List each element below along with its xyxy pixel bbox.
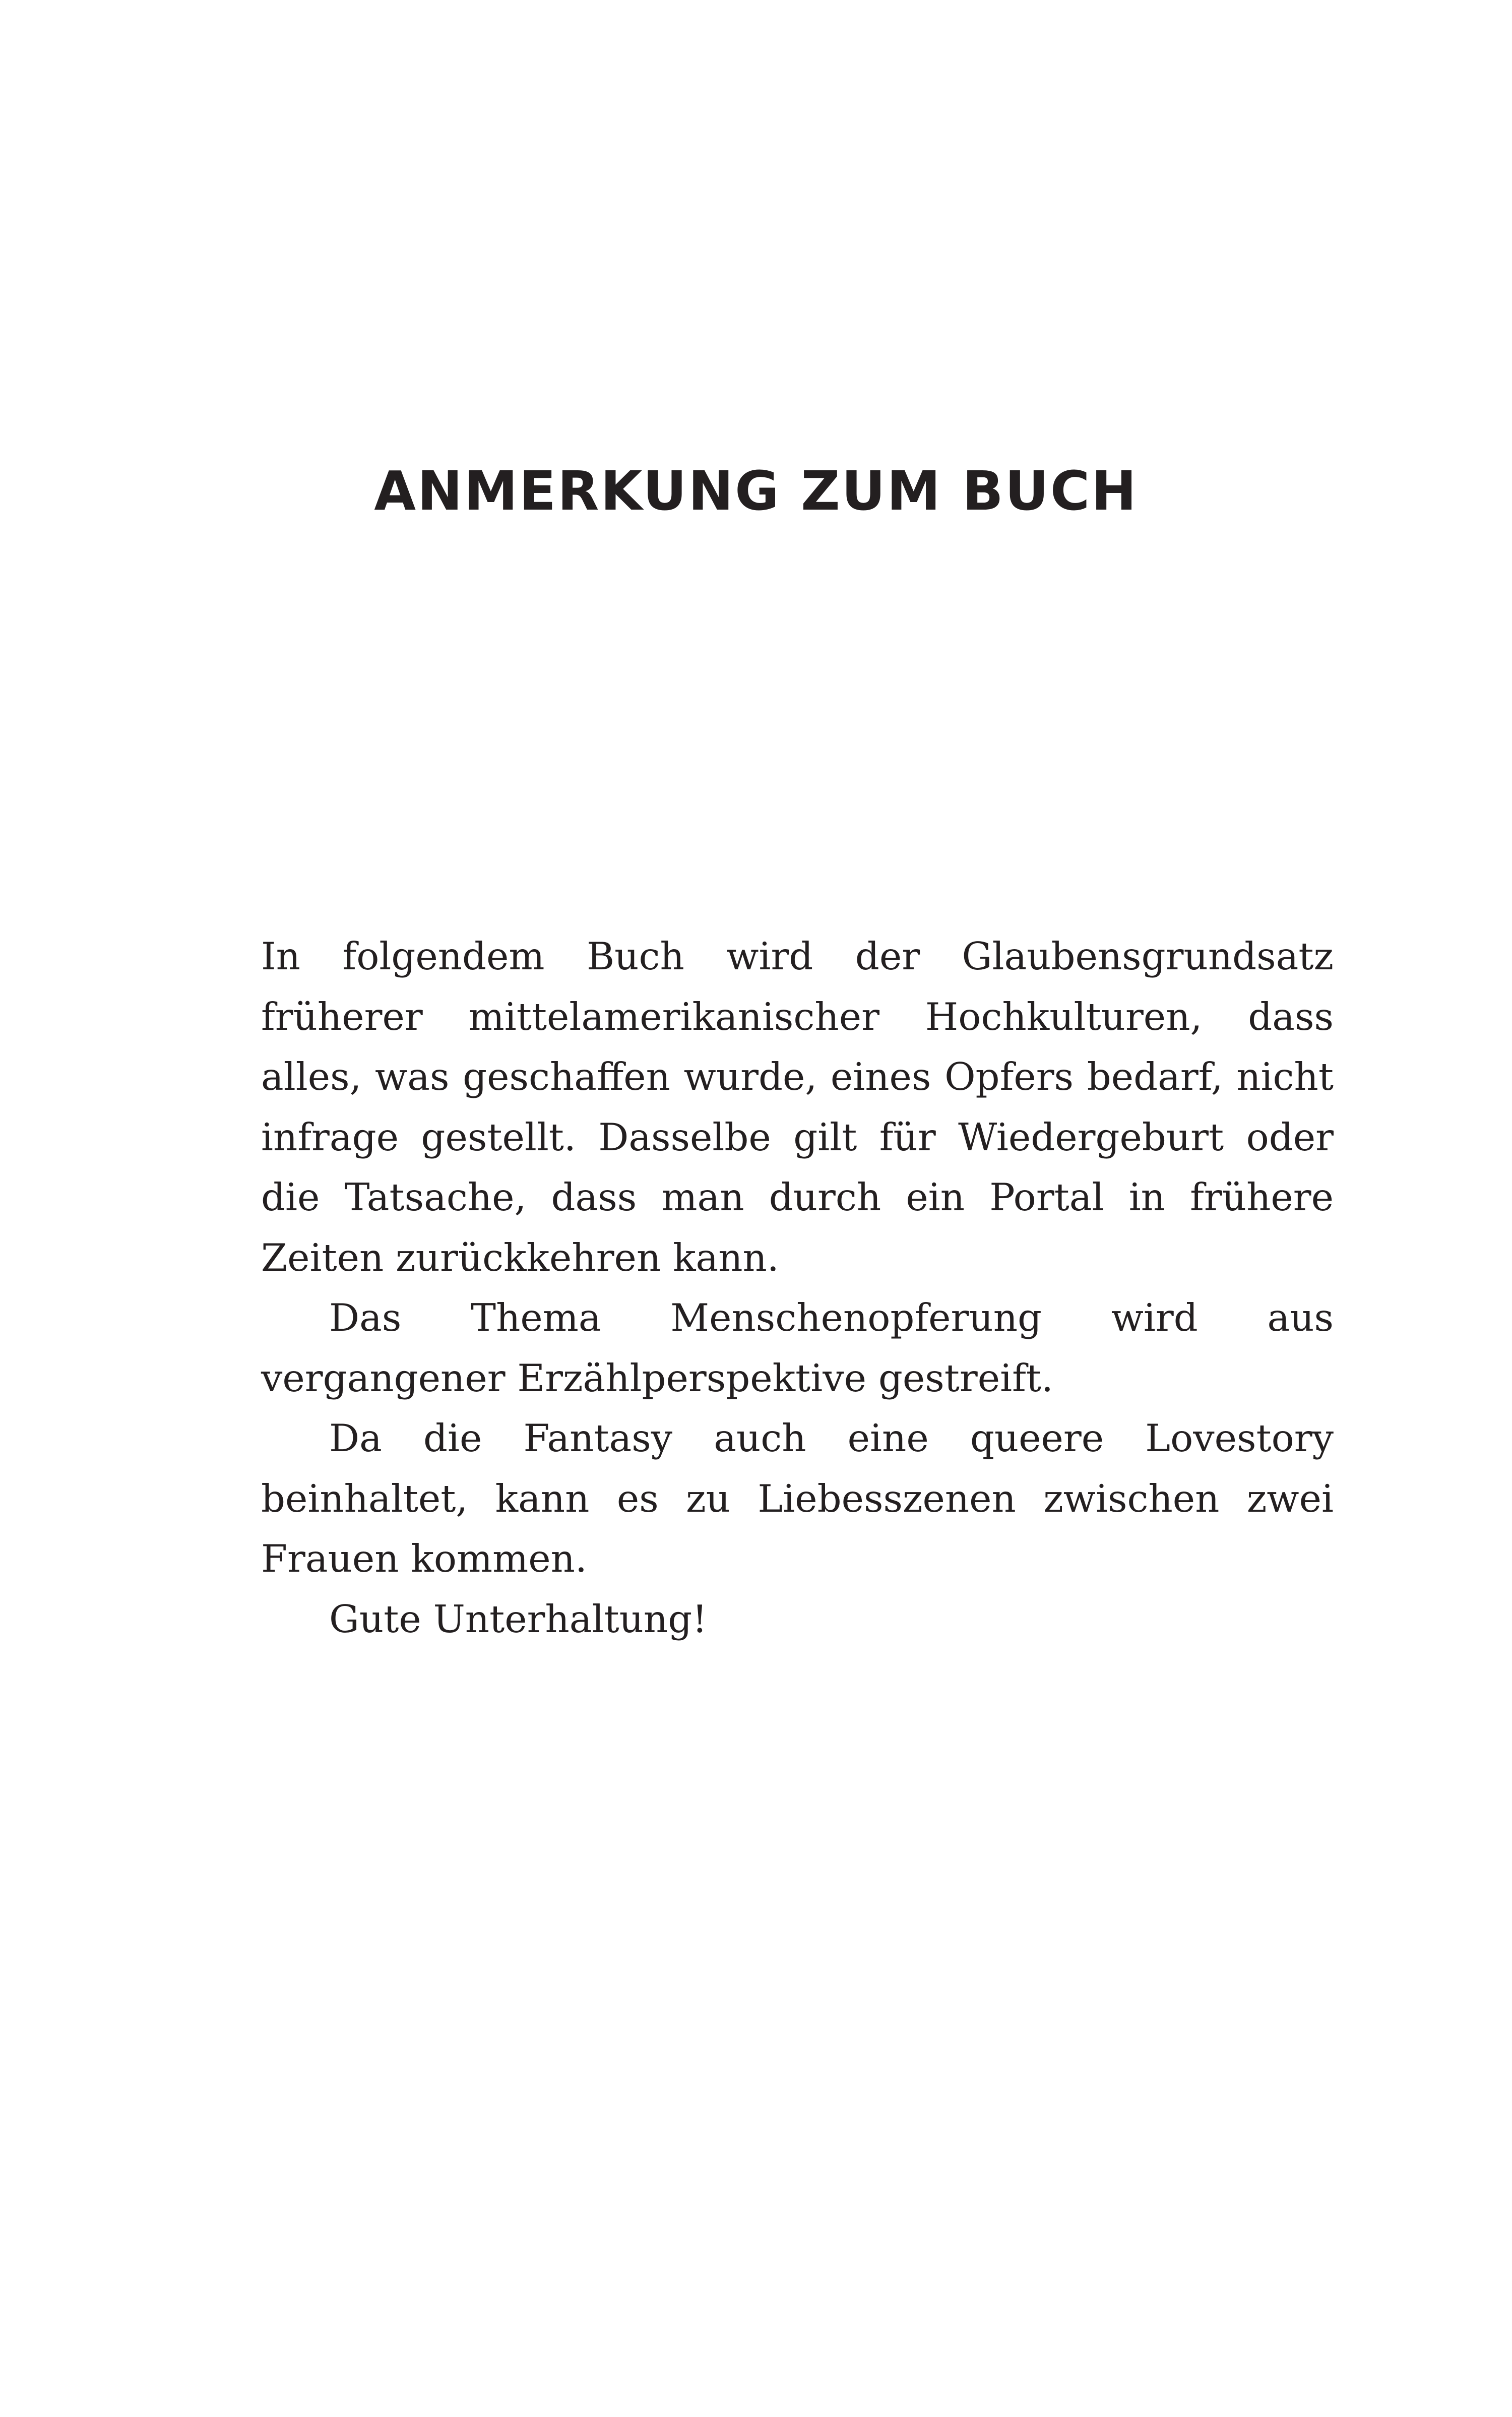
paragraph-lovestory: Da die Fantasy auch eine queere Lovestory beinhaltet, kann es zu Liebesszenen zwischen zwei Frauen kommen. — [261, 1416, 1334, 1581]
page-title: ANMERKUNG ZUM BUCH — [374, 460, 1138, 523]
note-body — [261, 926, 1334, 1649]
paragraph-intro: In folgendem Buch wird der Glaubensgrundsatz früherer mittelamerikanischer Hochkulturen, dass alles, was geschaffen wurde, eines Opfers bedarf, nicht infrage gestellt. Dasselbe gilt für Wiedergeburt oder die Tatsache, dass man durch ein Portal in frühere Zeiten zurückkehren kann. — [261, 934, 1334, 1280]
paragraph-closing: Gute Unterhaltung! — [329, 1596, 708, 1641]
paragraph-theme: Das Thema Menschenopferung wird aus vergangener Erzählperspektive gestreift. — [261, 1295, 1334, 1400]
